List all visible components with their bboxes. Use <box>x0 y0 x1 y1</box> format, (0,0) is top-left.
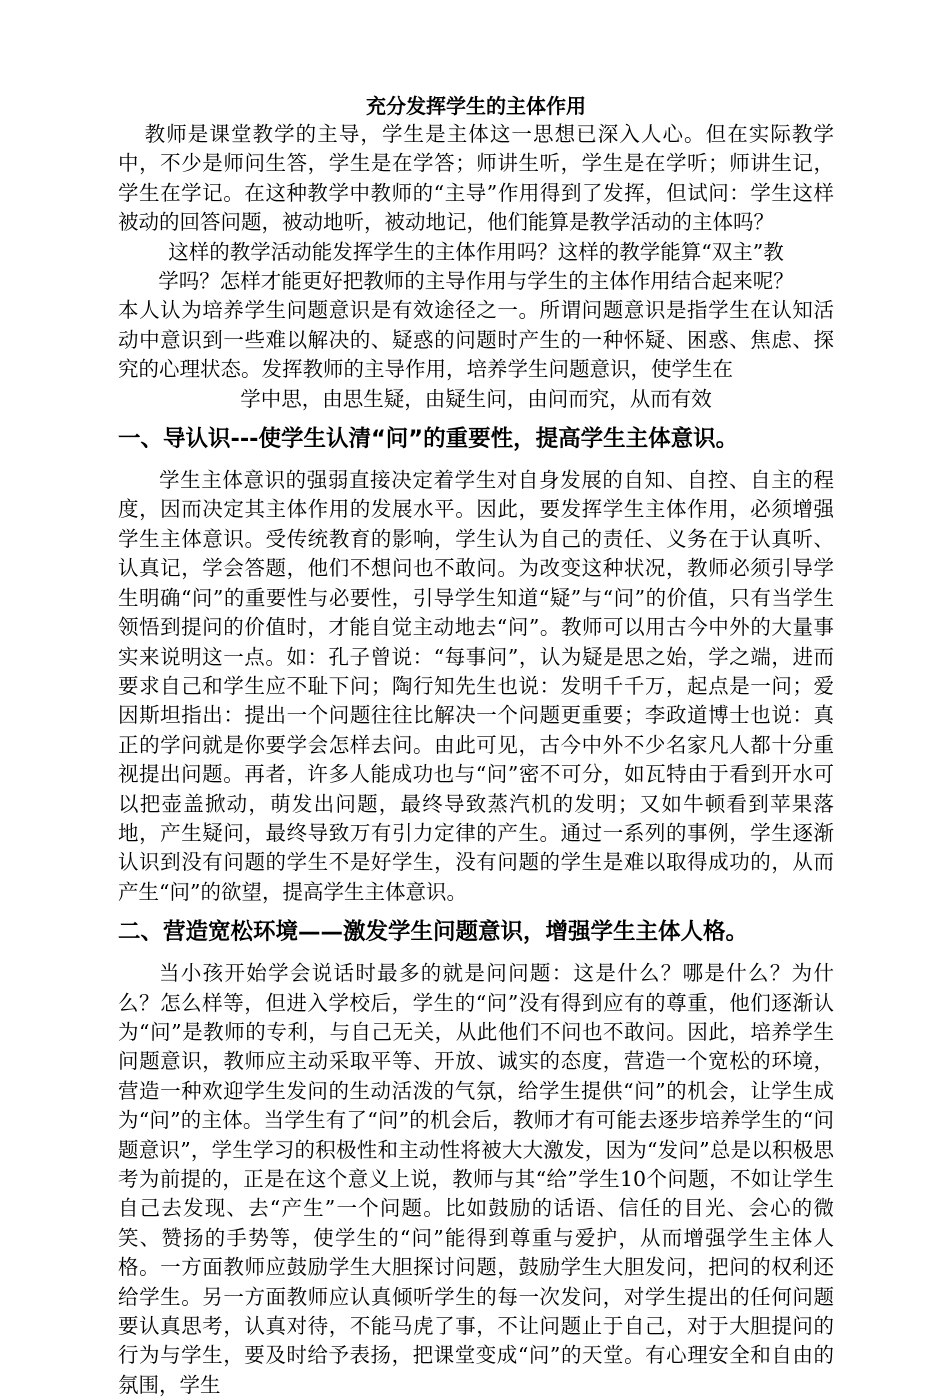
intro-tail-line: 学中思，由思生疑，由疑生问，由问而究，从而有效 <box>240 386 712 411</box>
document-page <box>118 92 834 1400</box>
section-1-paragraph: 学生主体意识的强弱直接决定着学生对自身发展的自知、自控、自主的程度，因而决定其主体作用的发展水平。因此，要发挥学生主体作用，必须增强学生主体意识。受传统教育的影响，学生认为自己的责任、义务在于认真听、认真记，学会答题，他们不想问也不敢问。为改变这种状况，教师必须引导学生明确“问”的重要性与必要性，引导学生知道“疑”与“问”的价值，只有当学生领悟到提问的价值时，才能自觉主动地去“问”。教师可以用古今中外的大量事实来说明这一点。如：孔子曾说：“每事问”，认为疑是思之始，学之端，进而要求自己和学生应不耻下问；陶行知先生也说：发明千千万，起点是一问；爱因斯坦指出：提出一个问题往往比解决一个问题更重要；李政道博士也说：真正的学问就是你要学会怎样去问。由此可见，古今中外不少名家凡人都十分重视提出问题。再者，许多人能成功也与“问”密不可分，如瓦特由于看到开水可以把壶盖掀动，萌发出问题，最终导致蒸汽机的发明；又如牛顿看到苹果落地，产生疑问，最终导致万有引力定律的产生。通过一系列的事例，学生逐渐认识到没有问题的学生不是好学生，没有问题的学生是难以取得成功的，从而产生“问”的欲望，提高学生主体意识。 <box>118 468 834 904</box>
intro-centered-line-2: 学吗？怎样才能更好把教师的主导作用与学生的主体作用结合起来呢？ <box>158 269 794 294</box>
intro-body-paragraph: 本人认为培养学生问题意识是有效途径之一。所谓问题意识是指学生在认知活动中意识到一些难以解决的、疑惑的问题时产生的一种怀疑、困惑、焦虑、探究的心理状态。发挥教师的主导作用，培养学生问题意识，使学生在 <box>118 298 834 382</box>
intro-paragraph: 教师是课堂教学的主导，学生是主体这一思想已深入人心。但在实际教学中，不少是师问生答，学生是在学答；师讲生听，学生是在学听；师讲生记，学生在学记。在这种教学中教师的“主导”作用得到了发挥，但试问：学生这样被动的回答问题，被动地听，被动地记，他们能算是教学活动的主体吗？ <box>118 122 834 235</box>
section-2-paragraph: 当小孩开始学会说话时最多的就是问问题：这是什么？哪是什么？为什么？怎么样等，但进入学校后，学生的“问”没有得到应有的尊重，他们逐渐认为“问”是教师的专利，与自己无关，从此他们不问也不敢问。因此，培养学生问题意识，教师应主动采取平等、开放、诚实的态度，营造一个宽松的环境，营造一种欢迎学生发问的生动活泼的气氛，给学生提供“问”的机会，让学生成为“问”的主体。当学生有了“问”的机会后，教师才有可能去逐步培养学生的“问题意识”，学生学习的积极性和主动性将被大大激发，因为“发问”总是以积极思考为前提的，正是在这个意义上说，教师与其“给”学生10个问题，不如让学生自己去发现、去“产生”一个问题。比如鼓励的话语、信任的目光、会心的微笑、赞扬的手势等，使学生的“问”能得到尊重与爱护，从而增强学生主体人格。一方面教师应鼓励学生大胆探讨问题，鼓励学生大胆发问，把问的权利还给学生。另一方面教师应认真倾听学生的每一次发问，对学生提出的任何问题要认真思考，认真对待，不能马虎了事，不让问题止于自己，对于大胆提问的行为与学生，要及时给予表扬，把课堂变成“问”的天堂。有心理安全和自由的氛围，学生 <box>118 961 834 1397</box>
section-1-heading: 一、导认识---使学生认清“问”的重要性，提高学生主体意识。 <box>118 426 739 453</box>
document-title: 充分发挥学生的主体作用 <box>366 94 586 118</box>
intro-centered-line-1: 这样的教学活动能发挥学生的主体作用吗？这样的教学能算“双主”教 <box>168 239 784 264</box>
section-2-heading: 二、营造宽松环境——激发学生问题意识，增强学生主体人格。 <box>118 919 749 946</box>
